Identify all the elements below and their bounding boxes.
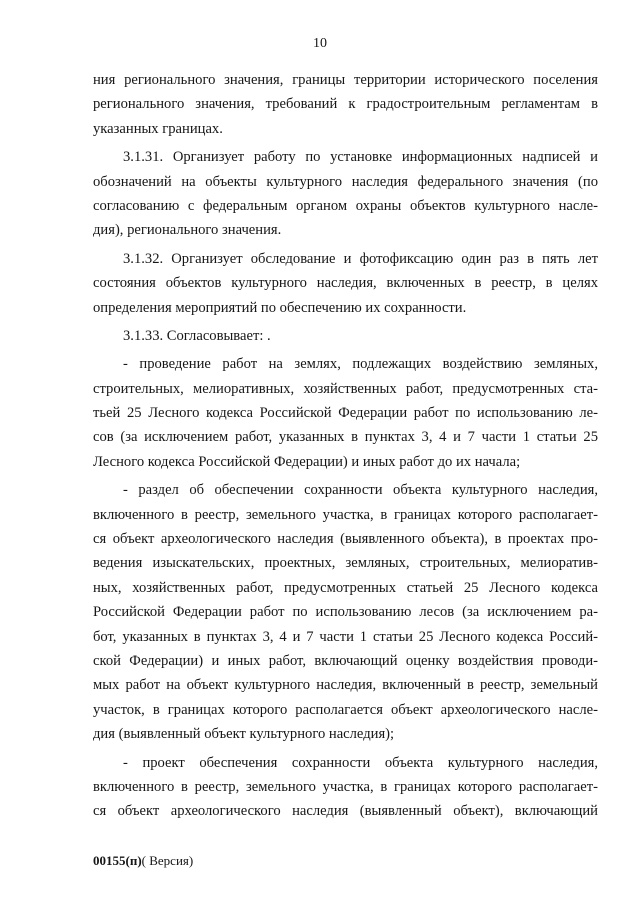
paragraph bbox=[93, 352, 598, 474]
paragraph-line: ской Федерации) и иных работ, включающий оценку воздействия проводи- bbox=[93, 652, 598, 669]
paragraph bbox=[93, 247, 598, 320]
paragraph-line: ся объект археологического наследия (выявленного объекта), в проектах про- bbox=[93, 531, 598, 548]
paragraph-line: бот, указанных в пунктах 3, 4 и 7 части 1 статьи 25 Лесного кодекса Россий- bbox=[93, 628, 598, 645]
paragraph-line: 3.1.33. Согласовывает: . bbox=[123, 327, 271, 344]
paragraph-line: Российской Федерации работ по использованию лесов (за исключением ра- bbox=[93, 604, 598, 621]
paragraph-line: включенного в реестр, земельного участка, в границах которого располагает- bbox=[93, 778, 598, 795]
paragraph-line: участок, в границах которого располагается объект археологического насле- bbox=[93, 701, 598, 718]
document-code: 00155(п) bbox=[93, 853, 142, 868]
paragraph bbox=[93, 478, 598, 746]
paragraph-line: ния регионального значения, границы территории исторического поселения bbox=[93, 72, 598, 88]
paragraph-line: - раздел об обеспечении сохранности объекта культурного наследия, bbox=[123, 482, 598, 499]
paragraph-line: обозначений на объекты культурного наследия федерального значения (по bbox=[93, 173, 598, 190]
paragraph-line: строительных, мелиоративных, хозяйственных работ, предусмотренных ста- bbox=[93, 380, 598, 397]
paragraph-line: Лесного кодекса Российской Федерации) и иных работ до их начала; bbox=[93, 453, 521, 470]
paragraph-line: - проект обеспечения сохранности объекта культурного наследия, bbox=[123, 754, 598, 771]
document-version: ( Версия) bbox=[141, 853, 194, 868]
paragraph-line: тьей 25 Лесного кодекса Российской Федерации работ по использованию ле- bbox=[93, 405, 598, 422]
paragraph-line: сов (за исключением работ, указанных в пунктах 3, 4 и 7 части 1 статьи 25 bbox=[93, 429, 598, 446]
paragraph bbox=[93, 68, 598, 141]
paragraph-line: 3.1.31. Организует работу по установке информационных надписей и bbox=[123, 149, 598, 166]
paragraph-line: согласованию с федеральным органом охраны объектов культурного насле- bbox=[93, 197, 598, 214]
paragraph-line: указанных границах. bbox=[93, 120, 223, 137]
paragraph bbox=[93, 145, 598, 243]
paragraph-line: ся объект археологического наследия (выявленный объект), включающий bbox=[93, 803, 598, 820]
paragraph-line: - проведение работ на землях, подлежащих воздействию земляных, bbox=[123, 356, 598, 373]
paragraph-line: регионального значения, требований к градостроительным регламентам в bbox=[93, 96, 598, 113]
paragraph-line: дия), регионального значения. bbox=[93, 222, 282, 239]
paragraph-line: мых работ на объект культурного наследия, включенный в реестр, земельный bbox=[93, 677, 598, 694]
paragraph-line: состояния объектов культурного наследия, включенных в реестр, в целях bbox=[93, 275, 598, 292]
paragraph-line: определения мероприятий по обеспечению их сохранности. bbox=[93, 299, 467, 316]
paragraph-line: 3.1.32. Организует обследование и фотофиксацию один раз в пять лет bbox=[123, 250, 598, 267]
paragraph-line: дия (выявленный объект культурного наследия); bbox=[93, 726, 395, 743]
document-footer bbox=[93, 853, 193, 869]
paragraph bbox=[93, 751, 598, 824]
paragraph-line: ведения изыскательских, проектных, земляных, строительных, мелиоратив- bbox=[93, 555, 598, 572]
paragraph-line: ных, хозяйственных работ, предусмотренных статьей 25 Лесного кодекса bbox=[93, 579, 598, 596]
paragraph bbox=[93, 324, 598, 348]
document-body bbox=[93, 68, 598, 824]
page-number: 10 bbox=[313, 36, 327, 51]
paragraph-line: включенного в реестр, земельного участка, в границах которого располагает- bbox=[93, 506, 598, 523]
